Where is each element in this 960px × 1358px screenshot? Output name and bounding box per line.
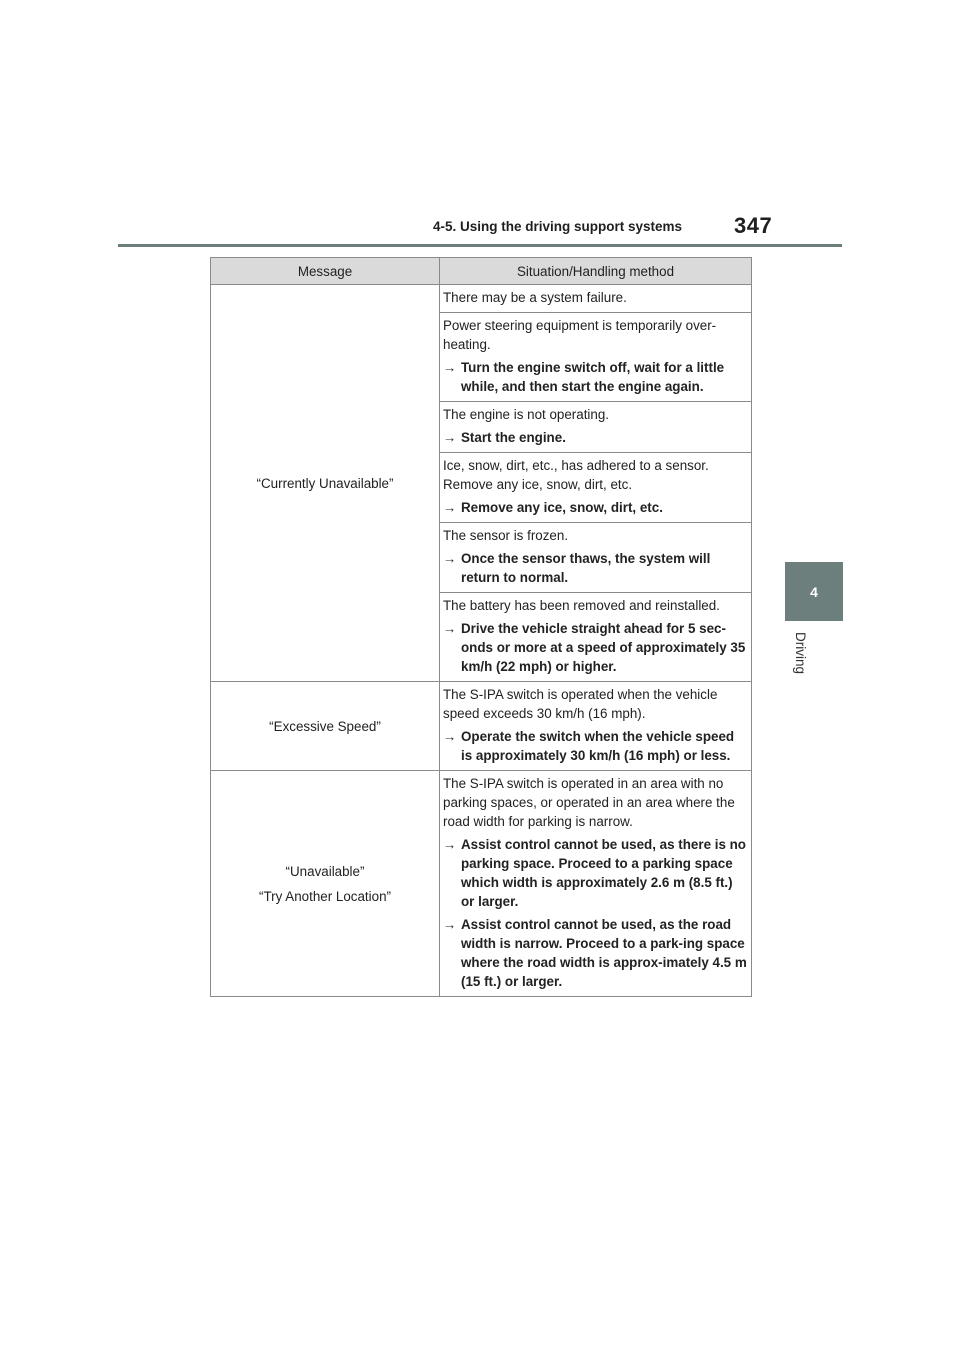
handling-action — [443, 619, 747, 676]
handling-action — [443, 428, 747, 447]
handling-action-text: Assist control cannot be used, as the road width is narrow. Proceed to a park-ing space where the road width is approx-imately 4.5 m (15 ft.) or larger. — [461, 917, 747, 989]
message-cell — [211, 682, 440, 771]
right-arrow-icon: → — [443, 360, 457, 375]
table-body — [211, 285, 752, 997]
right-arrow-icon: → — [443, 551, 457, 566]
table-row — [211, 682, 752, 771]
situation-cell — [440, 402, 752, 453]
situation-cell — [440, 682, 752, 771]
handling-action-text: Turn the engine switch off, wait for a little while, and then start the engine again. — [461, 360, 725, 394]
chapter-label: Driving — [793, 632, 808, 675]
column-header: Message — [211, 258, 440, 285]
handling-action-text: Assist control cannot be used, as there is no parking space. Proceed to a parking space which width is approximately 2.6 m (8.5 ft.) or larger. — [461, 837, 746, 909]
message-cell — [211, 285, 440, 682]
right-arrow-icon: → — [443, 917, 457, 932]
table-header-row — [211, 258, 752, 285]
message-text: “Currently Unavailable” — [256, 475, 394, 491]
situation-cell — [440, 593, 752, 682]
header-divider — [118, 244, 842, 247]
situation-text: There may be a system failure. — [443, 290, 627, 305]
chapter-number: 4 — [810, 583, 818, 600]
right-arrow-icon: → — [443, 500, 457, 515]
handling-action — [443, 358, 747, 396]
handling-action — [443, 549, 747, 587]
situation-cell — [440, 453, 752, 523]
situation-text: The sensor is frozen. — [443, 528, 569, 543]
column-header: Situation/Handling method — [440, 258, 752, 285]
situation-cell — [440, 771, 752, 997]
handling-action-text: Drive the vehicle straight ahead for 5 sec-onds or more at a speed of approximately 35 km/h (22 mph) or higher. — [461, 621, 746, 674]
situation-text: The S-IPA switch is operated in an area with no parking spaces, or operated in an area where the road width for parking is narrow. — [443, 776, 735, 829]
situation-text: The S-IPA switch is operated when the vehicle speed exceeds 30 km/h (16 mph). — [443, 687, 718, 721]
page-number: 347 — [734, 213, 773, 238]
handling-action — [443, 498, 747, 517]
handling-action-text: Once the sensor thaws, the system will return to normal. — [461, 551, 711, 585]
situation-cell — [440, 523, 752, 593]
message-text: “Try Another Location” — [259, 888, 391, 904]
situation-text: The engine is not operating. — [443, 407, 610, 422]
situation-text: Power steering equipment is temporarily over-heating. — [443, 318, 717, 352]
situation-cell — [440, 313, 752, 402]
situation-text: Ice, snow, dirt, etc., has adhered to a sensor. Remove any ice, snow, dirt, etc. — [443, 458, 709, 492]
chapter-tab — [785, 562, 843, 621]
table-row — [211, 771, 752, 997]
right-arrow-icon: → — [443, 621, 457, 636]
handling-action — [443, 915, 747, 991]
message-table — [210, 257, 752, 997]
table-row — [211, 285, 752, 313]
section-title: 4-5. Using the driving support systems — [433, 219, 683, 234]
handling-action — [443, 727, 747, 765]
message-text: “Unavailable” — [285, 863, 365, 879]
right-arrow-icon: → — [443, 837, 457, 852]
handling-action-text: Start the engine. — [461, 430, 566, 445]
right-arrow-icon: → — [443, 729, 457, 744]
message-cell — [211, 771, 440, 997]
right-arrow-icon: → — [443, 430, 457, 445]
handling-action-text: Remove any ice, snow, dirt, etc. — [461, 500, 663, 515]
message-text: “Excessive Speed” — [269, 718, 381, 734]
handling-action — [443, 835, 747, 911]
handling-action-text: Operate the switch when the vehicle speed is approximately 30 km/h (16 mph) or less. — [461, 729, 735, 763]
situation-text: The battery has been removed and reinstalled. — [443, 598, 720, 613]
situation-cell — [440, 285, 752, 313]
